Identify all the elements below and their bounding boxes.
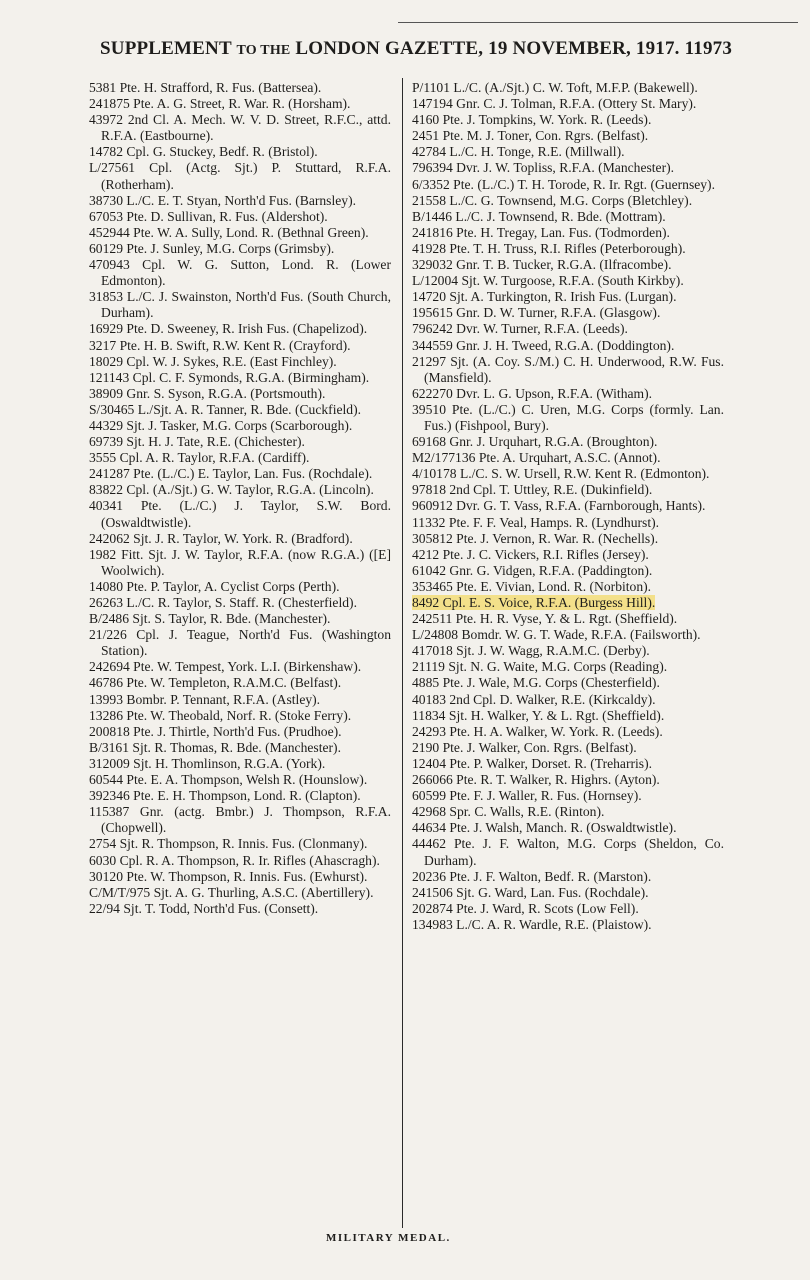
list-entry	[412, 96, 724, 112]
entry-text: 41928 Pte. T. H. Truss, R.I. Rifles (Peterborough).	[412, 240, 686, 256]
entry-text: 21558 L./C. G. Townsend, M.G. Corps (Bletchley).	[412, 192, 693, 208]
entry-text: 2451 Pte. M. J. Toner, Con. Rgrs. (Belfast).	[412, 128, 649, 144]
entry-text: 26263 L./C. R. Taylor, S. Staff. R. (Chesterfield).	[89, 595, 357, 610]
list-entry	[412, 466, 724, 482]
entry-text: 44462 Pte. J. F. Walton, M.G. Corps (Sheldon, Co. Durham).	[412, 836, 724, 868]
list-entry	[412, 144, 724, 160]
entry-text: 241287 Pte. (L./C.) E. Taylor, Lan. Fus. (Rochdale).	[89, 466, 373, 482]
entry-text: 195615 Gnr. D. W. Turner, R.F.A. (Glasgow).	[412, 305, 661, 321]
entry-text: 30120 Pte. W. Thompson, R. Innis. Fus. (Ewhurst).	[89, 868, 368, 884]
list-entry	[412, 434, 724, 450]
list-entry	[89, 289, 391, 321]
entry-text: 40183 2nd Cpl. D. Walker, R.E. (Kirkcaldy).	[412, 691, 656, 707]
list-entry	[89, 80, 391, 96]
list-entry	[412, 869, 724, 885]
entry-text: 796242 Dvr. W. Turner, R.F.A. (Leeds).	[412, 321, 628, 337]
list-entry	[412, 193, 724, 209]
entry-text: 24293 Pte. H. A. Walker, W. York. R. (Leeds).	[412, 723, 663, 739]
entry-text: 6030 Cpl. R. A. Thompson, R. Ir. Rifles (Ahascragh).	[89, 852, 380, 868]
section-footer: MILITARY MEDAL.	[326, 1232, 451, 1244]
entry-text: 115387 Gnr. (actg. Bmbr.) J. Thompson, R.F.A. (Chopwell).	[89, 804, 391, 836]
list-entry	[89, 611, 391, 627]
entry-text: 242694 Pte. W. Tempest, York. L.I. (Birkenshaw).	[89, 659, 362, 675]
list-entry	[412, 209, 724, 225]
list-entry	[89, 756, 391, 772]
list-entry	[89, 160, 391, 192]
entry-text: 44329 Sjt. J. Tasker, M.G. Corps (Scarborough).	[89, 417, 353, 433]
entry-text: 38909 Gnr. S. Syson, R.G.A. (Portsmouth).	[89, 385, 326, 401]
entry-text: 44634 Pte. J. Walsh, Manch. R. (Oswaldtwistle).	[412, 820, 677, 836]
header-page-number: 11973	[684, 38, 733, 59]
entry-text: 796394 Dvr. J. W. Topliss, R.F.A. (Manchester).	[412, 160, 675, 176]
list-entry	[89, 692, 391, 708]
entry-text: 13286 Pte. W. Theobald, Norf. R. (Stoke Ferry).	[89, 707, 352, 723]
entry-text: 46786 Pte. W. Templeton, R.A.M.C. (Belfast).	[89, 675, 342, 691]
list-entry	[412, 450, 724, 466]
entry-text: 83822 Cpl. (A./Sjt.) G. W. Taylor, R.G.A. (Lincoln).	[89, 482, 374, 498]
list-entry	[89, 434, 391, 450]
entry-text: 4885 Pte. J. Wale, M.G. Corps (Chesterfield).	[412, 675, 660, 691]
list-entry	[89, 547, 391, 579]
header-date: 19 NOVEMBER, 1917.	[488, 38, 680, 59]
entry-text: 4/10178 L./C. S. W. Ursell, R.W. Kent R. (Edmonton).	[412, 466, 710, 482]
entry-text: 42784 L./C. H. Tonge, R.E. (Millwall).	[412, 144, 625, 160]
list-entry	[89, 498, 391, 530]
entry-text: 13993 Bombr. P. Tennant, R.F.A. (Astley).	[89, 691, 321, 707]
list-entry	[89, 370, 391, 386]
entry-text: 11332 Pte. F. F. Veal, Hamps. R. (Lyndhurst).	[412, 514, 660, 530]
entry-text: 242511 Pte. H. R. Vyse, Y. & L. Rgt. (Sheffield).	[412, 611, 678, 627]
list-entry	[89, 901, 391, 917]
entry-text: 67053 Pte. D. Sullivan, R. Fus. (Aldershot).	[89, 208, 328, 224]
entry-text: 21/226 Cpl. J. Teague, North'd Fus. (Washington Station).	[89, 627, 391, 659]
list-entry	[412, 305, 724, 321]
list-entry	[412, 772, 724, 788]
list-entry	[89, 659, 391, 675]
entry-text: 22/94 Sjt. T. Todd, North'd Fus. (Consett).	[89, 900, 319, 916]
list-entry	[412, 724, 724, 740]
entry-text: 16929 Pte. D. Sweeney, R. Irish Fus. (Chapelizod).	[89, 321, 368, 337]
list-entry	[89, 531, 391, 547]
list-entry	[412, 241, 724, 257]
highlighted-entry	[412, 595, 724, 611]
entry-text: 470943 Cpl. W. G. Sutton, Lond. R. (Lower Edmonton).	[89, 257, 391, 289]
list-entry	[412, 740, 724, 756]
list-entry	[89, 482, 391, 498]
entry-text: 4212 Pte. J. C. Vickers, R.I. Rifles (Jersey).	[412, 546, 649, 562]
list-entry	[412, 402, 724, 434]
list-entry	[412, 643, 724, 659]
list-entry	[89, 675, 391, 691]
list-entry	[412, 901, 724, 917]
entry-text: 200818 Pte. J. Thirtle, North'd Fus. (Prudhoe).	[89, 723, 342, 739]
list-entry	[89, 788, 391, 804]
list-entry	[412, 756, 724, 772]
list-entry	[89, 595, 391, 611]
entry-text: 452944 Pte. W. A. Sully, Lond. R. (Bethnal Green).	[89, 224, 369, 240]
list-entry	[412, 708, 724, 724]
entry-text: C/M/T/975 Sjt. A. G. Thurling, A.S.C. (Abertillery).	[89, 884, 374, 900]
list-entry	[412, 273, 724, 289]
entry-text: 344559 Gnr. J. H. Tweed, R.G.A. (Doddington).	[412, 337, 675, 353]
list-entry	[89, 724, 391, 740]
list-entry	[89, 853, 391, 869]
entry-text: 69168 Gnr. J. Urquhart, R.G.A. (Broughton).	[412, 434, 658, 450]
header-to-the: TO THE	[236, 43, 291, 58]
entry-text: 242062 Sjt. J. R. Taylor, W. York. R. (Bradford).	[89, 530, 353, 546]
entry-text: 69739 Sjt. H. J. Tate, R.E. (Chichester).	[89, 434, 305, 450]
list-entry	[89, 579, 391, 595]
list-entry	[412, 515, 724, 531]
entry-text: B/1446 L./C. J. Townsend, R. Bde. (Mottram).	[412, 208, 666, 224]
list-entry	[89, 836, 391, 852]
entry-text: 61042 Gnr. G. Vidgen, R.F.A. (Paddington).	[412, 562, 653, 578]
list-entry	[412, 627, 724, 643]
entry-text: 622270 Dvr. L. G. Upson, R.F.A. (Witham).	[412, 385, 653, 401]
list-entry	[89, 257, 391, 289]
entry-text: 4160 Pte. J. Tompkins, W. York. R. (Leeds).	[412, 112, 652, 128]
header-prefix: SUPPLEMENT	[100, 38, 232, 59]
entry-text: 39510 Pte. (L./C.) C. Uren, M.G. Corps (formly. Lan. Fus.) (Fishpool, Bury).	[412, 401, 724, 433]
list-entry	[412, 128, 724, 144]
entry-text: 3217 Pte. H. B. Swift, R.W. Kent R. (Crayford).	[89, 337, 351, 353]
list-entry	[89, 225, 391, 241]
list-entry	[89, 241, 391, 257]
list-entry	[412, 659, 724, 675]
list-entry	[89, 740, 391, 756]
list-entry	[89, 112, 391, 144]
right-column	[412, 80, 724, 933]
list-entry	[412, 498, 724, 514]
entry-text: B/3161 Sjt. R. Thomas, R. Bde. (Manchester).	[89, 739, 341, 755]
entry-text: 353465 Pte. E. Vivian, Lond. R. (Norbiton).	[412, 578, 652, 594]
list-entry	[89, 193, 391, 209]
entry-text: M2/177136 Pte. A. Urquhart, A.S.C. (Annot).	[412, 450, 661, 466]
entry-text: L/12004 Sjt. W. Turgoose, R.F.A. (South Kirkby).	[412, 273, 684, 289]
list-entry	[89, 96, 391, 112]
list-entry	[89, 418, 391, 434]
list-entry	[89, 869, 391, 885]
list-entry	[89, 450, 391, 466]
list-entry	[412, 836, 724, 868]
list-entry	[412, 160, 724, 176]
entry-text: 147194 Gnr. C. J. Tolman, R.F.A. (Ottery St. Mary).	[412, 96, 697, 112]
entry-text: L/24808 Bomdr. W. G. T. Wade, R.F.A. (Failsworth).	[412, 627, 701, 643]
entry-text: 97818 2nd Cpl. T. Uttley, R.E. (Dukinfield).	[412, 482, 653, 498]
header-paper: LONDON GAZETTE,	[295, 38, 484, 59]
entry-text: 1982 Fitt. Sjt. J. W. Taylor, R.F.A. (now R.G.A.) ([E] Woolwich).	[89, 546, 391, 578]
entry-text: 60129 Pte. J. Sunley, M.G. Corps (Grimsby).	[89, 240, 335, 256]
list-entry	[412, 177, 724, 193]
entry-text: 3555 Cpl. A. R. Taylor, R.F.A. (Cardiff).	[89, 450, 310, 466]
page-header	[100, 38, 790, 60]
entry-text: 202874 Pte. J. Ward, R. Scots (Low Fell).	[412, 900, 639, 916]
list-entry	[412, 112, 724, 128]
entry-text: 121143 Cpl. C. F. Symonds, R.G.A. (Birmingham).	[89, 369, 370, 385]
list-entry	[412, 257, 724, 273]
left-column	[89, 80, 391, 917]
entry-text: 18029 Cpl. W. J. Sykes, R.E. (East Finchley).	[89, 353, 337, 369]
list-entry	[412, 579, 724, 595]
entry-text: 241506 Sjt. G. Ward, Lan. Fus. (Rochdale).	[412, 884, 649, 900]
list-entry	[412, 482, 724, 498]
list-entry	[412, 321, 724, 337]
list-entry	[412, 80, 724, 96]
list-entry	[89, 402, 391, 418]
list-entry	[412, 820, 724, 836]
list-entry	[89, 772, 391, 788]
entry-text: 42968 Spr. C. Walls, R.E. (Rinton).	[412, 804, 605, 820]
list-entry	[89, 144, 391, 160]
entry-text: 11834 Sjt. H. Walker, Y. & L. Rgt. (Sheffield).	[412, 707, 665, 723]
list-entry	[89, 466, 391, 482]
entry-text: 14720 Sjt. A. Turkington, R. Irish Fus. (Lurgan).	[412, 289, 677, 305]
entry-text: 392346 Pte. E. H. Thompson, Lond. R. (Clapton).	[89, 788, 361, 804]
list-entry	[412, 354, 724, 386]
entry-text: 38730 L./C. E. T. Styan, North'd Fus. (Barnsley).	[89, 192, 357, 208]
entry-text: 329032 Gnr. T. B. Tucker, R.G.A. (Ilfracombe).	[412, 257, 672, 273]
entry-text: 21297 Sjt. (A. Coy. S./M.) C. H. Underwood, R.W. Fus. (Mansfield).	[412, 353, 724, 385]
list-entry	[412, 531, 724, 547]
entry-text: 43972 2nd Cl. A. Mech. W. V. D. Street, R.F.C., attd. R.F.A. (Eastbourne).	[89, 112, 391, 144]
top-rule	[398, 22, 798, 23]
entry-text: 60599 Pte. F. J. Waller, R. Fus. (Hornsey).	[412, 788, 642, 804]
entry-text: 2190 Pte. J. Walker, Con. Rgrs. (Belfast).	[412, 739, 637, 755]
list-entry	[412, 885, 724, 901]
entry-text: 12404 Pte. P. Walker, Dorset. R. (Treharris).	[412, 755, 653, 771]
list-entry	[89, 627, 391, 659]
list-entry	[412, 804, 724, 820]
entry-text: 20236 Pte. J. F. Walton, Bedf. R. (Marston).	[412, 868, 652, 884]
list-entry	[412, 611, 724, 627]
entry-text: 5381 Pte. H. Strafford, R. Fus. (Battersea).	[89, 80, 322, 95]
entry-text: 134983 L./C. A. R. Wardle, R.E. (Plaistow).	[412, 916, 652, 932]
list-entry	[89, 885, 391, 901]
list-entry	[412, 289, 724, 305]
entry-text: 312009 Sjt. H. Thomlinson, R.G.A. (York).	[89, 755, 326, 771]
list-entry	[89, 209, 391, 225]
entry-text: L/27561 Cpl. (Actg. Sjt.) P. Stuttard, R.F.A. (Rotherham).	[89, 160, 391, 192]
entry-text: 266066 Pte. R. T. Walker, R. Highrs. (Ayton).	[412, 772, 660, 788]
entry-text: 31853 L./C. J. Swainston, North'd Fus. (South Church, Durham).	[89, 289, 391, 321]
entry-text: 2754 Sjt. R. Thompson, R. Innis. Fus. (Clonmany).	[89, 836, 368, 852]
entry-text: 241816 Pte. H. Tregay, Lan. Fus. (Todmorden).	[412, 224, 670, 240]
column-divider	[402, 78, 403, 1228]
entry-text: B/2486 Sjt. S. Taylor, R. Bde. (Manchester).	[89, 611, 331, 627]
list-entry	[412, 692, 724, 708]
entry-text: 14782 Cpl. G. Stuckey, Bedf. R. (Bristol).	[89, 144, 318, 160]
entry-text: P/1101 L./C. (A./Sjt.) C. W. Toft, M.F.P. (Bakewell).	[412, 80, 698, 95]
list-entry	[412, 675, 724, 691]
entry-text: 14080 Pte. P. Taylor, A. Cyclist Corps (Perth).	[89, 578, 340, 594]
list-entry	[89, 354, 391, 370]
entry-text: 417018 Sjt. J. W. Wagg, R.A.M.C. (Derby).	[412, 643, 650, 659]
list-entry	[89, 708, 391, 724]
list-entry	[412, 917, 724, 933]
list-entry	[412, 386, 724, 402]
entry-text: 241875 Pte. A. G. Street, R. War. R. (Horsham).	[89, 96, 351, 112]
list-entry	[412, 547, 724, 563]
list-entry	[89, 321, 391, 337]
list-entry	[89, 386, 391, 402]
list-entry	[412, 225, 724, 241]
entry-text: 40341 Pte. (L./C.) J. Taylor, S.W. Bord. (Oswaldtwistle).	[89, 498, 391, 530]
entry-text: 21119 Sjt. N. G. Waite, M.G. Corps (Reading).	[412, 659, 668, 675]
entry-text: 60544 Pte. E. A. Thompson, Welsh R. (Hounslow).	[89, 772, 368, 788]
entry-text: 8492 Cpl. E. S. Voice, R.F.A. (Burgess Hill).	[412, 595, 656, 610]
list-entry	[89, 804, 391, 836]
entry-text: S/30465 L./Sjt. A. R. Tanner, R. Bde. (Cuckfield).	[89, 401, 361, 417]
list-entry	[412, 338, 724, 354]
list-entry	[412, 788, 724, 804]
list-entry	[89, 338, 391, 354]
entry-text: 6/3352 Pte. (L./C.) T. H. Torode, R. Ir. Rgt. (Guernsey).	[412, 176, 715, 192]
entry-text: 960912 Dvr. G. T. Vass, R.F.A. (Farnborough, Hants).	[412, 498, 706, 514]
list-entry	[412, 563, 724, 579]
entry-text: 305812 Pte. J. Vernon, R. War. R. (Nechells).	[412, 530, 659, 546]
